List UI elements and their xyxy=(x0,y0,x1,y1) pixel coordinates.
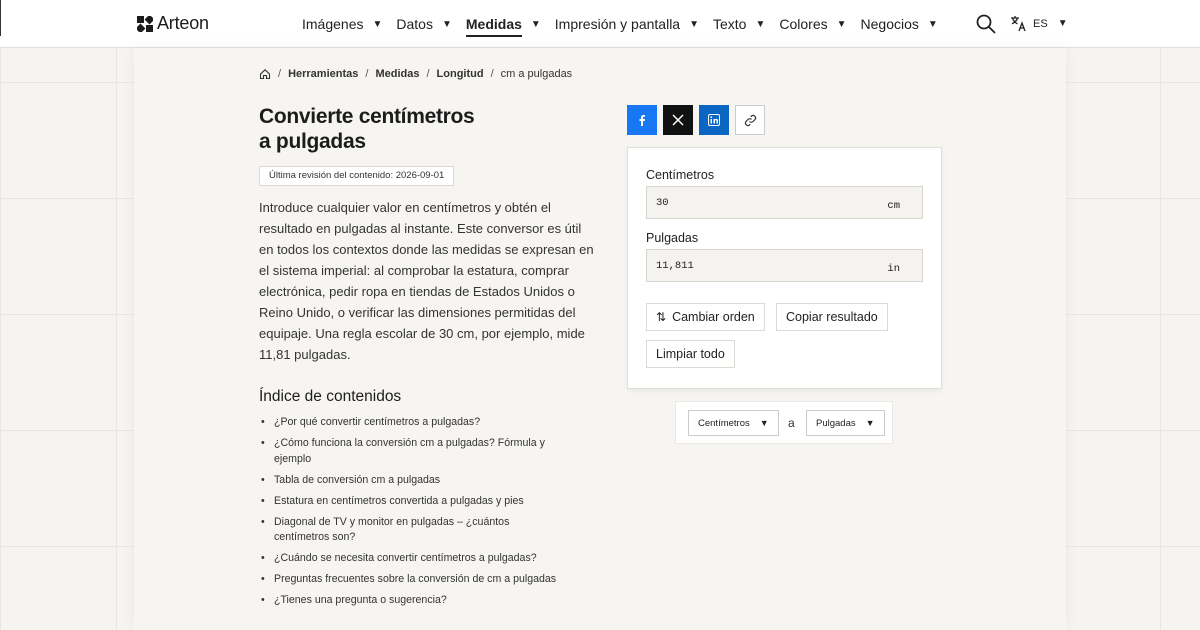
inches-unit: in xyxy=(887,263,900,275)
nav-item-datos[interactable]: Datos ▼ xyxy=(396,16,452,32)
toc-item[interactable]: • ¿Tienes una pregunta o sugerencia? xyxy=(259,593,559,609)
centimeters-label: Centímetros xyxy=(646,168,715,182)
chevron-down-icon: ▼ xyxy=(759,418,769,428)
share-x-button[interactable] xyxy=(663,105,693,135)
nav-item-negocios[interactable]: Negocios ▼ xyxy=(860,16,938,32)
facebook-icon xyxy=(636,114,648,126)
toc-heading: Índice de contenidos xyxy=(259,388,402,405)
copy-result-button[interactable] xyxy=(776,303,888,331)
breadcrumb-medidas[interactable]: Medidas xyxy=(375,68,420,80)
chevron-down-icon: ▼ xyxy=(836,18,847,30)
nav-item-impresion[interactable]: Impresión y pantalla ▼ xyxy=(554,16,699,32)
table-of-contents xyxy=(259,415,559,614)
clear-all-button[interactable] xyxy=(646,340,735,368)
centimeters-unit: cm xyxy=(887,200,900,212)
chevron-down-icon: ▼ xyxy=(689,18,699,30)
centimeters-input[interactable] xyxy=(647,187,867,218)
home-icon[interactable] xyxy=(259,68,271,80)
breadcrumb-longitud[interactable]: Longitud xyxy=(436,68,484,80)
swap-order-label: Cambiar orden xyxy=(672,310,755,324)
toc-item[interactable]: • ¿Cómo funciona la conversión cm a pulgadas? Fórmula y ejemplo xyxy=(259,436,559,467)
logo-text: Arteon xyxy=(157,13,209,33)
translate-icon xyxy=(1010,15,1027,32)
toc-item[interactable]: • Tabla de conversión cm a pulgadas xyxy=(259,473,559,489)
language-selector[interactable] xyxy=(1010,15,1068,32)
swap-order-button[interactable] xyxy=(646,303,765,331)
main-nav xyxy=(302,0,952,48)
breadcrumb-separator: / xyxy=(365,68,369,80)
intro-paragraph: Introduce cualquier valor en centímetros y obtén el resultado en pulgadas al instante. Este conversor es útil en todos los contextos donde las medidas se expresan en el sistema imperial: al comprobar la estatura, comprar electrónica, pedir ropa en tiendas de Estados Unidos o Reino Unido, o verificar las dimensiones permitidas del equipaje. Una regla escolar de 30 cm, por ejemplo, mide 11,81 pulgadas. xyxy=(259,200,594,362)
chevron-down-icon: ▼ xyxy=(530,18,541,30)
nav-item-texto[interactable]: Texto ▼ xyxy=(713,16,766,32)
arteon-logo-icon xyxy=(137,16,153,32)
share-linkedin-button[interactable] xyxy=(699,105,729,135)
share-facebook-button[interactable] xyxy=(627,105,657,135)
search-button[interactable] xyxy=(975,13,997,35)
chevron-down-icon: ▼ xyxy=(441,18,452,30)
site-logo[interactable] xyxy=(137,13,209,34)
chevron-down-icon: ▼ xyxy=(372,18,383,30)
to-unit-select[interactable] xyxy=(806,410,885,436)
top-navigation-bar xyxy=(0,0,1200,48)
inches-input[interactable] xyxy=(647,250,867,281)
from-unit-select[interactable] xyxy=(688,410,779,436)
nav-item-colores[interactable]: Colores ▼ xyxy=(779,16,847,32)
unit-connector: a xyxy=(788,416,795,430)
nav-item-imagenes[interactable]: Imágenes ▼ xyxy=(302,16,383,32)
chevron-down-icon: ▼ xyxy=(927,18,938,30)
page-title-line-1: Convierte centímetros xyxy=(259,105,475,128)
from-unit-value: Centímetros xyxy=(698,417,750,429)
language-code: ES xyxy=(1033,17,1048,30)
breadcrumb-separator: / xyxy=(490,68,494,80)
page-title xyxy=(259,104,519,154)
x-icon xyxy=(672,114,684,126)
unit-selector-bar xyxy=(675,401,893,444)
to-unit-value: Pulgadas xyxy=(816,417,856,429)
chevron-down-icon: ▼ xyxy=(755,18,766,30)
converter-panel xyxy=(627,147,942,389)
share-buttons xyxy=(627,105,765,135)
copy-link-button[interactable] xyxy=(735,105,765,135)
content-card xyxy=(134,48,1066,630)
inches-field xyxy=(646,249,923,282)
breadcrumb xyxy=(259,68,572,80)
inches-label: Pulgadas xyxy=(646,231,699,245)
chevron-down-icon: ▼ xyxy=(1057,18,1068,29)
clear-all-label: Limpiar todo xyxy=(656,347,725,361)
window-edge xyxy=(0,0,1,36)
toc-item[interactable]: • ¿Por qué convertir centímetros a pulgadas? xyxy=(259,415,559,431)
link-icon xyxy=(744,114,757,127)
nav-item-medidas[interactable]: Medidas ▼ xyxy=(466,11,541,37)
page-title-line-2: a pulgadas xyxy=(259,130,366,153)
breadcrumb-separator: / xyxy=(426,68,430,80)
breadcrumb-herramientas[interactable]: Herramientas xyxy=(288,68,359,80)
toc-item[interactable]: • Estatura en centímetros convertida a pulgadas y pies xyxy=(259,494,559,510)
review-date-badge: Última revisión del contenido: 2026-09-01 xyxy=(259,166,454,186)
toc-item[interactable]: • Preguntas frecuentes sobre la conversión de cm a pulgadas xyxy=(259,572,559,588)
chevron-down-icon: ▼ xyxy=(865,418,875,428)
breadcrumb-current: cm a pulgadas xyxy=(500,68,573,80)
centimeters-field xyxy=(646,186,923,219)
swap-icon: ⇅ xyxy=(656,310,667,324)
breadcrumb-separator: / xyxy=(278,68,282,80)
linkedin-icon xyxy=(708,114,720,126)
search-icon xyxy=(975,13,997,35)
toc-item[interactable]: • ¿Cuándo se necesita convertir centímetros a pulgadas? xyxy=(259,551,559,567)
toc-item[interactable]: • Diagonal de TV y monitor en pulgadas – ¿cuántos centímetros son? xyxy=(259,515,559,546)
copy-result-label: Copiar resultado xyxy=(786,310,878,324)
